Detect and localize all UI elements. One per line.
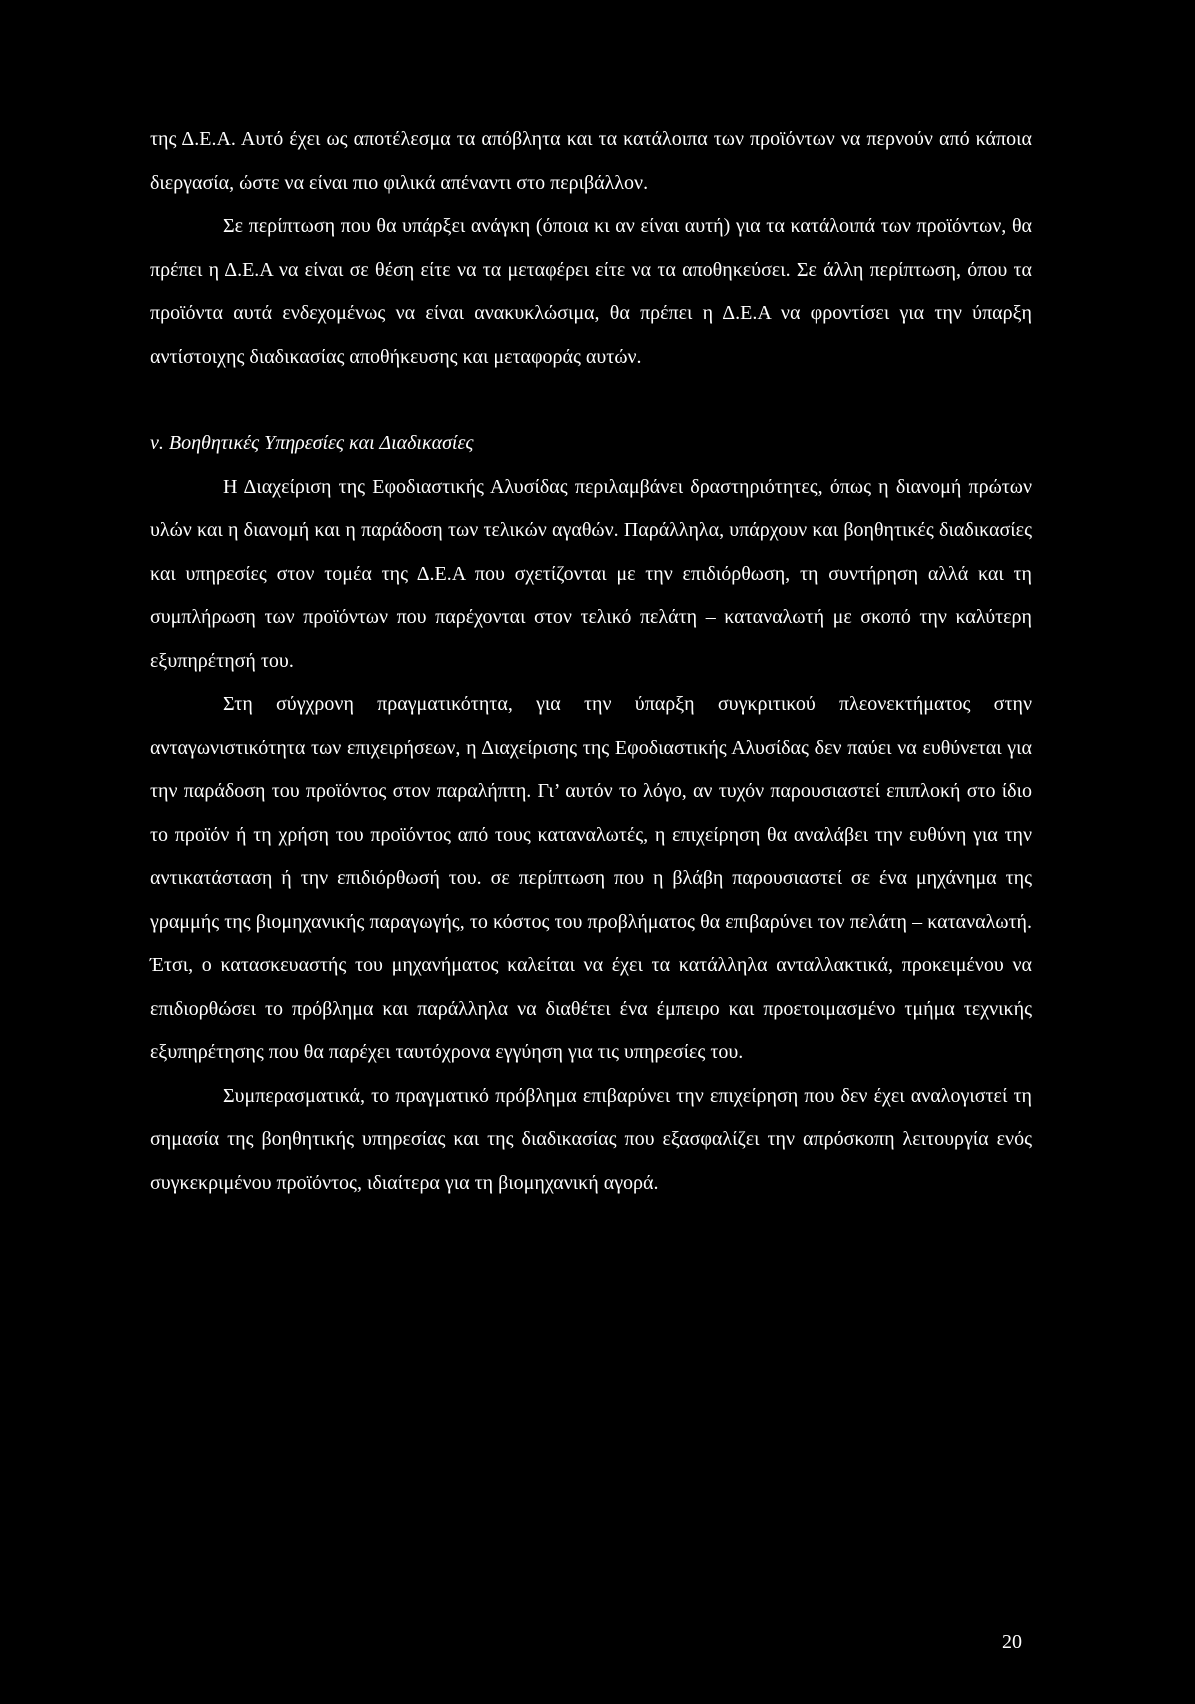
paragraph-auxiliary-services: Η Διαχείριση της Εφοδιαστικής Αλυσίδας περιλαμβάνει δραστηριότητες, όπως η διανομή πρώτων υλών και η διανομή και η παράδοση των τελικών αγαθών. Παράλληλα, υπάρχουν και βοηθητικές διαδικασίες και υπηρεσίες στον τομέα της Δ.Ε.Α που σχετίζονται με την επιδιόρθωση, τη συντήρηση αλλά και τη συμπλήρωση των προϊόντων που παρέχονται στον τελικό πελάτη – καταναλωτή με σκοπό την καλύτερη εξυπηρέτησή του. (150, 475, 1032, 672)
page-number: 20 (1002, 1631, 1022, 1653)
paragraph-conclusion: Συμπερασματικά, το πραγματικό πρόβλημα επιβαρύνει την επιχείρηση που δεν έχει αναλογιστεί τη σημασία της βοηθητικής υπηρεσίας και της διαδικασίας που εξασφαλίζει την απρόσκοπη λειτουργία ενός συγκεκριμένου προϊόντος, ιδιαίτερα για τη βιομηχανική αγορά. (150, 1084, 1032, 1194)
paragraph-residue-handling: Σε περίπτωση που θα υπάρξει ανάγκη (όποια κι αν είναι αυτή) για τα κατάλοιπά των προϊόντων, θα πρέπει η Δ.Ε.Α να είναι σε θέση είτε να τα μεταφέρει είτε να τα αποθηκεύσει. Σε άλλη περίπτωση, όπου τα προϊόντα αυτά ενδεχομένως να είναι ανακυκλώσιμα, θα πρέπει η Δ.Ε.Α να φροντίσει για την ύπαρξη αντίστοιχης διαδικασίας αποθήκευσης και μεταφοράς αυτών. (150, 215, 1032, 368)
section-heading: ν. Βοηθητικές Υπηρεσίες και Διαδικασίες (150, 432, 474, 454)
document-page (150, 118, 1032, 1205)
paragraph-competitive-advantage: Στη σύγχρονη πραγματικότητα, για την ύπαρξη συγκριτικού πλεονεκτήματος στην ανταγωνιστικότητα των επιχειρήσεων, η Διαχείρισης της Εφοδιαστικής Αλυσίδας δεν παύει να ευθύνεται για την παράδοση του προϊόντος στον παραλήπτη. Γι’ αυτόν το λόγο, αν τυχόν παρουσιαστεί επιπλοκή στο ίδιο το προϊόν ή τη χρήση του προϊόντος από τους καταναλωτές, η επιχείρηση θα αναλάβει την ευθύνη για την αντικατάσταση ή την επιδιόρθωσή του. σε περίπτωση που η βλάβη παρουσιαστεί σε ένα μηχάνημα της γραμμής της βιομηχανικής παραγωγής, το κόστος του προβλήματος θα επιβαρύνει τον πελάτη – καταναλωτή. Έτσι, ο κατασκευαστής του μηχανήματος καλείται να έχει τα κατάλληλα ανταλλακτικά, προκειμένου να επιδιορθώσει το πρόβλημα και παράλληλα να διαθέτει ένα έμπειρο και προετοιμασμένο τμήμα τεχνικής εξυπηρέτησης που θα παρέχει ταυτόχρονα εγγύηση για τις υπηρεσίες του. (150, 693, 1032, 1063)
paragraph-waste-processing: της Δ.Ε.Α. Αυτό έχει ως αποτέλεσμα τα απόβλητα και τα κατάλοιπα των προϊόντων να περνούν από κάποια διεργασία, ώστε να είναι πιο φιλικά απέναντι στο περιβάλλον. (150, 128, 1032, 194)
